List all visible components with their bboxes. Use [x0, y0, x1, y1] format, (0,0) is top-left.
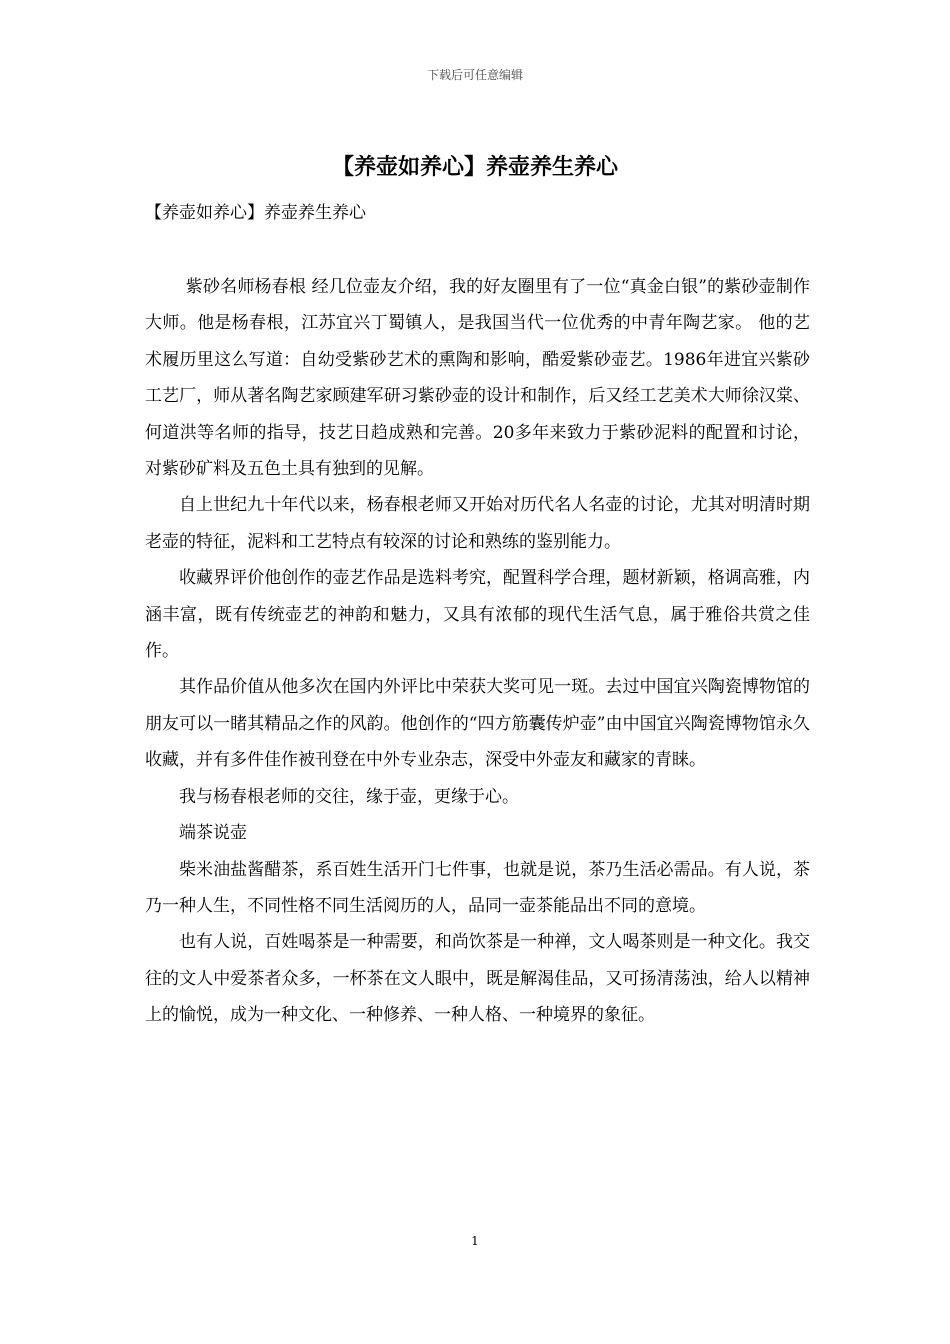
paragraph: 也有人说，百姓喝茶是一种需要，和尚饮茶是一种禅，文人喝茶则是一种文化。我交往的文人中爱茶者众多，一杯茶在文人眼中，既是解渴佳品，又可扬清荡浊，给人以精神上的愉悦，成为一种文化、一种修养、一种人格、一种境界的象征。: [145, 932, 810, 1026]
section-heading: 端茶说壶: [179, 823, 247, 844]
paragraph: 收藏界评价他创作的壶艺作品是选料考究，配置科学合理，题材新颖，格调高雅，内涵丰富，既有传统壶艺的神韵和魅力，又具有浓郁的现代生活气息，属于雅俗共赏之佳作。: [145, 568, 810, 662]
paragraph: 柴米油盐酱醋茶，系百姓生活开门七件事，也就是说，茶乃生活必需品。有人说，茶乃一种人生，不同性格不同生活阅历的人，品同一壶茶能品出不同的意境。: [145, 859, 810, 916]
paragraph: 我与杨春根老师的交往，缘于壶，更缘于心。: [179, 786, 519, 807]
paragraph: 自上世纪九十年代以来，杨春根老师又开始对历代名人名壶的讨论，尤其对明清时期老壶的特征，泥料和工艺特点有较深的讨论和熟练的鉴别能力。: [145, 495, 810, 552]
paragraph: 其作品价值从他多次在国内外评比中荣获大奖可见一斑。去过中国宜兴陶瓷博物馆的朋友可以一睹其精品之作的风韵。他创作的“四方筋囊传炉壶”由中国宜兴陶瓷博物馆永久收藏，并有多件佳作被刊登在中外专业杂志，深受中外壶友和藏家的青睐。: [145, 677, 810, 771]
document-title: 【养壶如养心】养壶养生养心: [331, 155, 618, 180]
page-number: 1: [471, 1234, 479, 1248]
document-subtitle: 【养壶如养心】养壶养生养心: [145, 203, 366, 223]
document-body: [145, 269, 810, 1034]
paragraph: 紫砂名师杨春根 经几位壶友介绍，我的好友圈里有了一位“真金白银”的紫砂壶制作大师。他是杨春根，江苏宜兴丁蜀镇人，是我国当代一位优秀的中青年陶艺家。 他的艺术履历里这么写道：自幼受紫砂艺术的熏陶和影响，酷爱紫砂壶艺。1986年进宜兴紫砂工艺厂，师从著名陶艺家顾建军研习紫砂壶的设计和制作，后又经工艺美术大师徐汉棠、何道洪等名师的指导，技艺日趋成熟和完善。20多年来致力于紫砂泥料的配置和讨论，对紫砂矿料及五色土具有独到的见解。: [145, 277, 810, 480]
page-header: 下载后可任意编辑: [426, 68, 523, 82]
